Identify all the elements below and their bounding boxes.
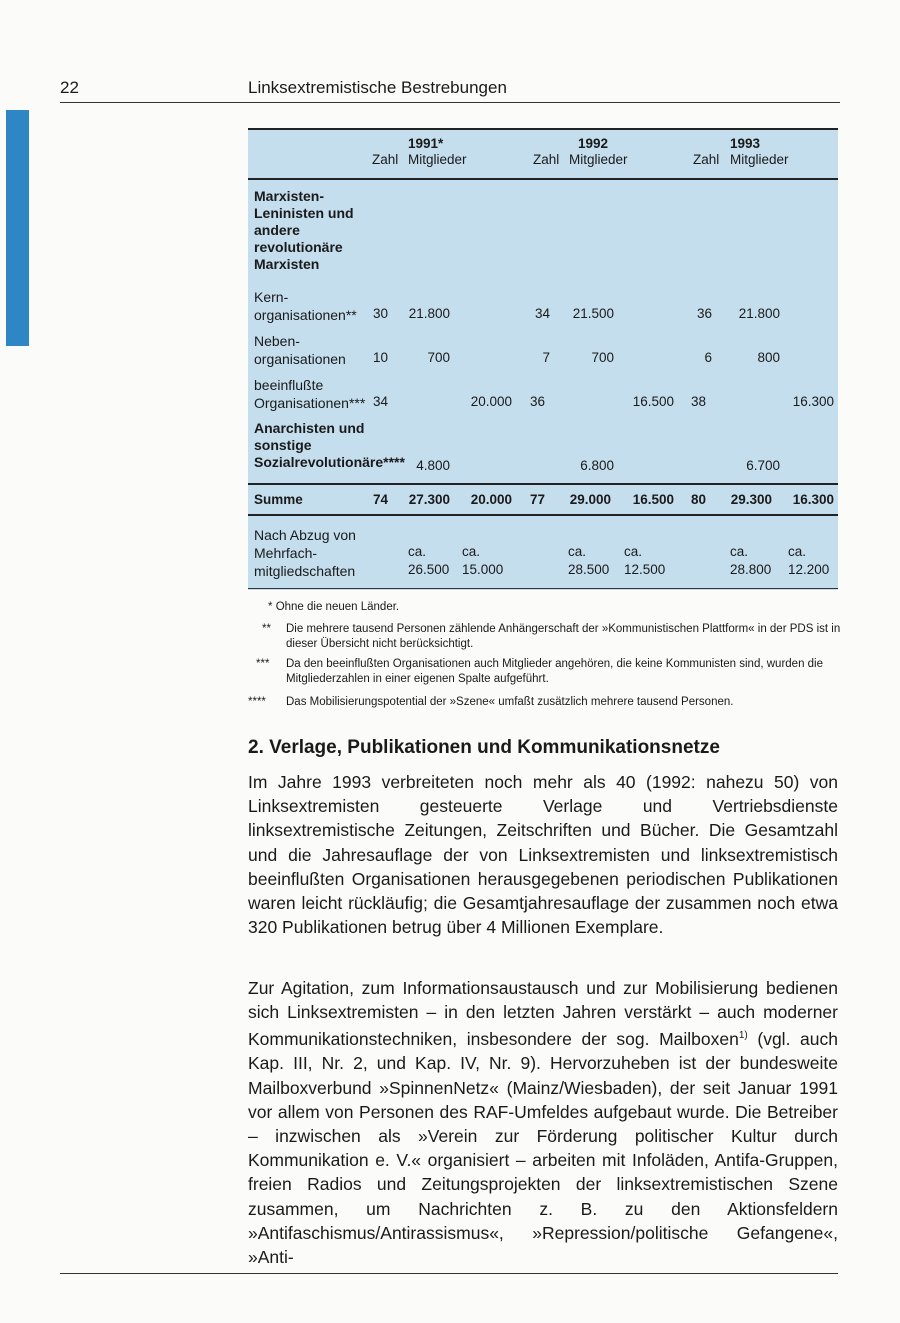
abzug-m93: 28.800: [730, 562, 772, 577]
category-marxisten: Marxisten-Leninisten und andere revolutionäre Marxisten: [254, 188, 354, 272]
paragraph-2-rest: (vgl. auch Kap. III, Nr. 2, und Kap. IV, Nr. 9). Hervorzuheben ist der bundesweite Mailboxverbund »SpinnenNetz« (Mainz/Wiesbaden), der seit Januar 1991 vor allem von Personen des RAF-Umfeldes aufgebaut wurde. Die Betreiber – inzwischen als »Verein zur Förderung politischer Kultur durch Kommunikation e. V.« organisiert – arbeiten mit Infoläden, Antifa-Gruppen, freien Radios und Zeitungsprojekten der linksextremistischen Szene zusammen, um Nachrichten z. B. zu den Aktionsfeldern »Antifaschismus/Antirassismus«, »Repression/politische Gefangene«, »Anti-: [248, 1029, 838, 1268]
col-mitglieder-1992: Mitglieder: [569, 152, 628, 167]
footnote-marker: ****: [248, 696, 266, 708]
cell-m91: 21.800: [408, 306, 450, 321]
col-zahl-1992: Zahl: [533, 152, 560, 167]
summe-m91: 27.300: [408, 492, 450, 507]
footnote-1: [268, 600, 399, 615]
footnote-marker: *: [268, 601, 273, 613]
membership-table: [248, 128, 838, 590]
ca-b93: ca.: [788, 544, 807, 559]
bottom-rule: [60, 1273, 838, 1274]
cell-z91: 10: [372, 350, 388, 365]
row-label-neben: Neben-organisationen: [254, 333, 346, 367]
cell-b92: 16.500: [632, 394, 674, 409]
abzug-b92: 12.500: [624, 562, 666, 577]
footnote-text: Die mehrere tausend Personen zählende Anhängerschaft der »Kommunistischen Plattform« in der PDS ist in dieser Übersicht nicht berücksichtigt.: [286, 623, 841, 650]
cell-b93: 16.300: [792, 394, 834, 409]
paragraph-1: Im Jahre 1993 verbreiteten noch mehr als 40 (1992: nahezu 50) von Linksextremisten gesteuerte Verlage und Vertriebsdienste linksextremistische Zeitungen, Zeitschriften und Bücher. Die Gesamtzahl und die Jahresauflage der von Linksextremisten und linksextremistisch beeinflußten Organisationen herausgegebenen periodischen Publikationen waren leicht rückläufig; die Gesamtjahresauflage der zusammen noch etwa 320 Publikationen betrug über 4 Millionen Exemplare.: [248, 772, 838, 938]
summe-b91: 20.000: [470, 492, 512, 507]
side-color-bar: [6, 110, 29, 346]
cell-m91: 700: [427, 350, 450, 365]
page-number: 22: [60, 78, 79, 97]
paragraph-2-start: Zur Agitation, zum Informationsaustausch und zur Mobilisierung bedienen sich Linksextremisten – in den letzten Jahren verstärkt – auch moderner Kommunikationstechniken, insbesondere der sog. Mailboxen: [248, 978, 838, 1050]
footnote-text: Das Mobilisierungspotential der »Szene« umfaßt zusätzlich mehrere tausend Personen.: [286, 696, 734, 708]
cell-m93: 21.800: [738, 306, 780, 321]
year-1993: 1993: [730, 136, 761, 151]
cell-z92: 34: [534, 306, 550, 321]
cell-z93: 6: [704, 350, 712, 365]
cell-m92: 700: [591, 350, 614, 365]
year-1992: 1992: [578, 136, 609, 151]
category-anarchisten: Anarchisten und sonstige Sozialrevolutionäre****: [254, 420, 405, 470]
summe-z92: 77: [530, 492, 546, 507]
summe-m92: 29.000: [569, 492, 611, 507]
abzug-label: Nach Abzug von Mehrfach-mitgliedschaften: [254, 527, 356, 579]
col-mitglieder-1991: Mitglieder: [408, 152, 467, 167]
col-zahl-1991: Zahl: [372, 152, 399, 167]
summe-label: Summe: [254, 492, 303, 507]
running-header: [60, 76, 840, 103]
cell-z93: 38: [691, 394, 707, 409]
summe-b92: 16.500: [632, 492, 674, 507]
cell-z92: 36: [530, 394, 546, 409]
col-zahl-1993: Zahl: [693, 152, 720, 167]
col-mitglieder-1993: Mitglieder: [730, 152, 789, 167]
abzug-m92: 28.500: [568, 562, 610, 577]
ca-m91: ca.: [408, 544, 427, 559]
cell-z91: 30: [372, 306, 388, 321]
abzug-m91: 26.500: [408, 562, 450, 577]
cell-m93: 800: [757, 350, 780, 365]
ca-b91: ca.: [462, 544, 481, 559]
summe-bottom-rule: [248, 514, 838, 516]
table-top-rule: [248, 128, 838, 130]
ca-m93: ca.: [730, 544, 749, 559]
table-bottom-rule: [248, 588, 838, 589]
abzug-b91: 15.000: [462, 562, 504, 577]
summe-b93: 16.300: [792, 492, 834, 507]
cell-z92: 7: [542, 350, 550, 365]
running-title: Linksextremistische Bestrebungen: [248, 78, 507, 97]
row-label-kern: Kern-organisationen**: [254, 289, 357, 323]
summe-z93: 80: [691, 492, 707, 507]
summe-m93: 29.300: [730, 492, 772, 507]
abzug-b93: 12.200: [788, 562, 830, 577]
cell-anarch-93: 6.700: [746, 458, 780, 473]
paragraph-2: [248, 976, 838, 1269]
cell-z93: 36: [696, 306, 712, 321]
summe-top-rule: [248, 483, 838, 485]
year-1991: 1991*: [408, 136, 444, 151]
cell-anarch-92: 6.800: [580, 458, 614, 473]
ca-m92: ca.: [568, 544, 587, 559]
footnote-marker: **: [262, 623, 271, 635]
cell-anarch-91: 4.800: [416, 458, 450, 473]
footnote-text: Ohne die neuen Länder.: [275, 601, 400, 613]
footnote-marker: ***: [256, 658, 270, 670]
footnote-ref: 1): [738, 1030, 748, 1042]
footnote-text: Da den beeinflußten Organisationen auch Mitglieder angehören, die keine Kommunisten sind, wurden die Mitgliederzahlen in einer eigenen Spalte aufgeführt.: [286, 658, 824, 685]
row-label-beeinflusste: beeinflußte Organisationen***: [254, 377, 366, 411]
cell-m92: 21.500: [572, 306, 614, 321]
table-header-rule: [248, 178, 838, 180]
cell-z91: 34: [372, 394, 388, 409]
cell-b91: 20.000: [470, 394, 512, 409]
summe-z91: 74: [372, 492, 388, 507]
ca-b92: ca.: [624, 544, 643, 559]
section-heading: 2. Verlage, Publikationen und Kommunikationsnetze: [248, 737, 720, 758]
